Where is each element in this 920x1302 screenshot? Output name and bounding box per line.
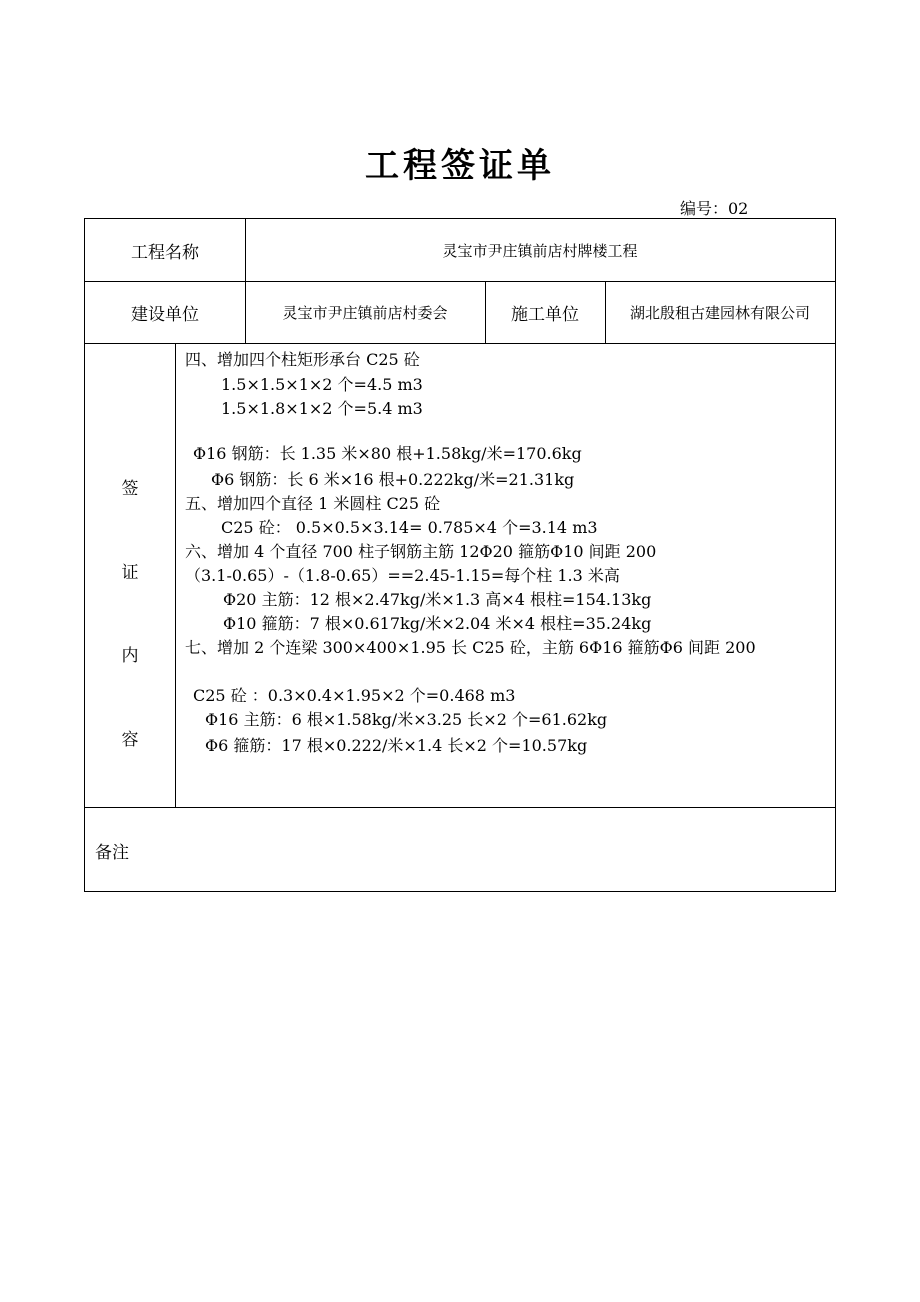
content-line: 1.5×1.8×1×2 个=5.4 m3	[221, 399, 423, 418]
column-divider	[175, 343, 176, 807]
content-line: Φ10 箍筋：7 根×0.617kg/米×2.04 米×4 根柱=35.24kg	[223, 614, 652, 633]
document-title: 工程签证单	[365, 146, 555, 186]
content-line: Φ6 钢筋：长 6 米×16 根+0.222kg/米=21.31kg	[211, 470, 575, 489]
project-name-label: 工程名称	[131, 242, 199, 263]
certificate-form	[84, 218, 836, 892]
content-label-char: 签	[121, 479, 139, 499]
content-line: Φ16 钢筋：长 1.35 米×80 根+1.58kg/米=170.6kg	[193, 444, 582, 463]
content-line: 六、增加 4 个直径 700 柱子钢筋主筋 12Φ20 箍筋Φ10 间距 200	[185, 542, 657, 561]
content-label-char: 内	[121, 646, 139, 666]
content-line: Φ6 箍筋：17 根×0.222/米×1.4 长×2 个=10.57kg	[205, 736, 588, 755]
content-line: 五、增加四个直径 1 米圆柱 C25 砼	[185, 494, 441, 513]
content-label-char: 证	[121, 563, 139, 583]
contractor-label: 施工单位	[511, 304, 579, 325]
content-line: Φ16 主筋：6 根×1.58kg/米×3.25 长×2 个=61.62kg	[205, 710, 608, 729]
content-line: 四、增加四个柱矩形承台 C25 砼	[185, 350, 420, 369]
content-line: Φ20 主筋：12 根×2.47kg/米×1.3 高×4 根柱=154.13kg	[223, 590, 652, 609]
content-line: 1.5×1.5×1×2 个=4.5 m3	[221, 375, 423, 394]
content-label-char: 容	[121, 730, 139, 750]
owner-value: 灵宝市尹庄镇前店村委会	[282, 303, 448, 322]
owner-label: 建设单位	[131, 304, 199, 325]
project-name-value: 灵宝市尹庄镇前店村牌楼工程	[442, 241, 638, 260]
content-line: C25 砼 ：0.3×0.4×1.95×2 个=0.468 m3	[193, 686, 516, 705]
content-line: 七、增加 2 个连梁 300×400×1.95 长 C25 砼，主筋 6Φ16 箍筋Φ6 间距 200	[185, 638, 756, 657]
content-line: C25 砼： 0.5×0.5×3.14= 0.785×4 个=3.14 m3	[221, 518, 598, 537]
content-line: （3.1-0.65）-（1.8-0.65）==2.45-1.15=每个柱 1.3 米高	[185, 566, 620, 585]
row-divider	[85, 343, 835, 344]
remarks-label: 备注	[95, 842, 129, 863]
contractor-value: 湖北殷租古建园林有限公司	[629, 303, 810, 322]
document-number: 编号：02	[680, 199, 749, 218]
row-divider	[85, 807, 835, 808]
